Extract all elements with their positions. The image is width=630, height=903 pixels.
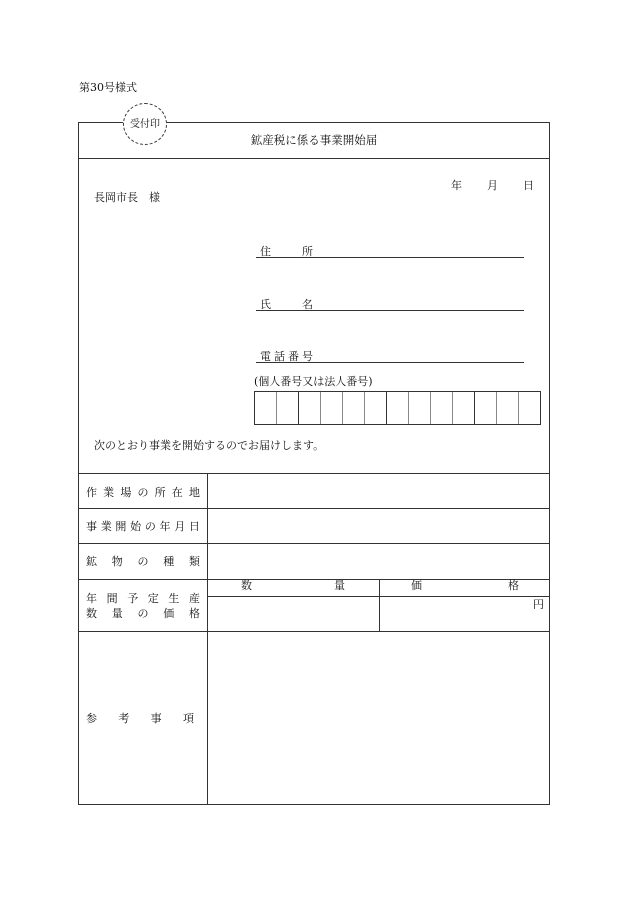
label-char: 作	[86, 486, 97, 499]
label-char: 事	[150, 712, 162, 725]
label-char: 産	[188, 592, 200, 605]
label-char: 年	[86, 592, 97, 605]
form-title: 鉱産税に係る事業開始届	[250, 133, 378, 147]
label-char: 日	[188, 520, 200, 533]
id-digit-box[interactable]	[299, 392, 321, 424]
label-char: 月	[174, 520, 186, 533]
label-char: 始	[130, 520, 142, 533]
label-char: 種	[163, 555, 175, 568]
remarks-field[interactable]	[208, 632, 548, 803]
id-digit-box[interactable]	[387, 392, 409, 424]
addressee: 長岡市長 様	[94, 191, 160, 204]
start-date-field[interactable]	[208, 508, 548, 542]
id-number-boxes[interactable]	[254, 391, 541, 425]
date-month: 月	[487, 179, 498, 192]
label-char: 予	[127, 592, 139, 605]
id-digit-box[interactable]	[453, 392, 475, 424]
id-digit-box[interactable]	[277, 392, 299, 424]
label-char: 参	[86, 712, 97, 725]
label-char: 所	[154, 486, 166, 499]
price-field[interactable]	[380, 597, 548, 630]
label-char: の	[137, 486, 149, 499]
yen-unit: 円	[533, 598, 544, 611]
label-char: 価	[163, 607, 175, 620]
label-char: 在	[171, 486, 183, 499]
row-label-planned-line1	[86, 590, 200, 606]
label-char: 鉱	[86, 555, 97, 568]
label-char: 地	[188, 486, 200, 499]
id-digit-box[interactable]	[431, 392, 453, 424]
title-divider	[79, 158, 549, 159]
label-char: の	[137, 555, 149, 568]
label-char: 開	[115, 520, 127, 533]
id-digit-box[interactable]	[343, 392, 365, 424]
quantity-field[interactable]	[208, 597, 378, 630]
label-char: 量	[111, 607, 123, 620]
label-char: 業	[103, 486, 115, 499]
id-digit-box[interactable]	[497, 392, 519, 424]
label-char: 格	[189, 607, 200, 620]
label-char: の	[144, 520, 156, 533]
label-char: 場	[120, 486, 132, 499]
label-char: 年	[159, 520, 171, 533]
phone-label: 電話番号	[260, 350, 316, 363]
date-day: 日	[523, 179, 534, 192]
price-header-2: 格	[508, 579, 519, 592]
address-label-2: 所	[302, 245, 313, 258]
form-number: 第30号様式	[79, 81, 137, 94]
label-char: 間	[106, 592, 118, 605]
id-digit-box[interactable]	[409, 392, 431, 424]
statement: 次のとおり事業を開始するのでお届けします。	[94, 439, 325, 452]
id-digit-box[interactable]	[475, 392, 497, 424]
row-label-mineral-type	[86, 553, 200, 569]
id-digit-box[interactable]	[519, 392, 540, 424]
row-label-planned-line2	[86, 605, 200, 621]
date-year: 年	[451, 179, 462, 192]
id-number-label: (個人番号又は法人番号)	[254, 375, 373, 388]
name-field[interactable]	[256, 310, 524, 311]
id-digit-box[interactable]	[365, 392, 387, 424]
label-char: 生	[168, 592, 180, 605]
row-divider-3	[79, 579, 549, 580]
id-digit-box[interactable]	[255, 392, 277, 424]
name-label-2: 名	[302, 298, 313, 311]
row-label-remarks	[86, 710, 194, 726]
quantity-header-1: 数	[241, 579, 252, 592]
stamp-label: 受付印	[130, 119, 160, 130]
label-char: 業	[100, 520, 112, 533]
label-char: 数	[86, 607, 97, 620]
phone-field[interactable]	[256, 362, 524, 363]
name-label-1: 氏	[260, 298, 271, 311]
label-char: 定	[147, 592, 159, 605]
row-label-start-date	[86, 518, 200, 534]
label-char: 物	[111, 555, 123, 568]
id-digit-box[interactable]	[321, 392, 343, 424]
label-char: 類	[189, 555, 200, 568]
address-field[interactable]	[256, 257, 524, 258]
price-header-1: 価	[411, 579, 422, 592]
label-char: 項	[182, 712, 194, 725]
row-label-site-location	[86, 484, 200, 500]
label-char: 考	[118, 712, 130, 725]
label-char: 事	[86, 520, 97, 533]
address-label-1: 住	[260, 245, 271, 258]
mineral-type-field[interactable]	[208, 543, 548, 577]
label-char: の	[137, 607, 149, 620]
quantity-header-2: 量	[334, 579, 345, 592]
site-location-field[interactable]	[208, 473, 548, 507]
